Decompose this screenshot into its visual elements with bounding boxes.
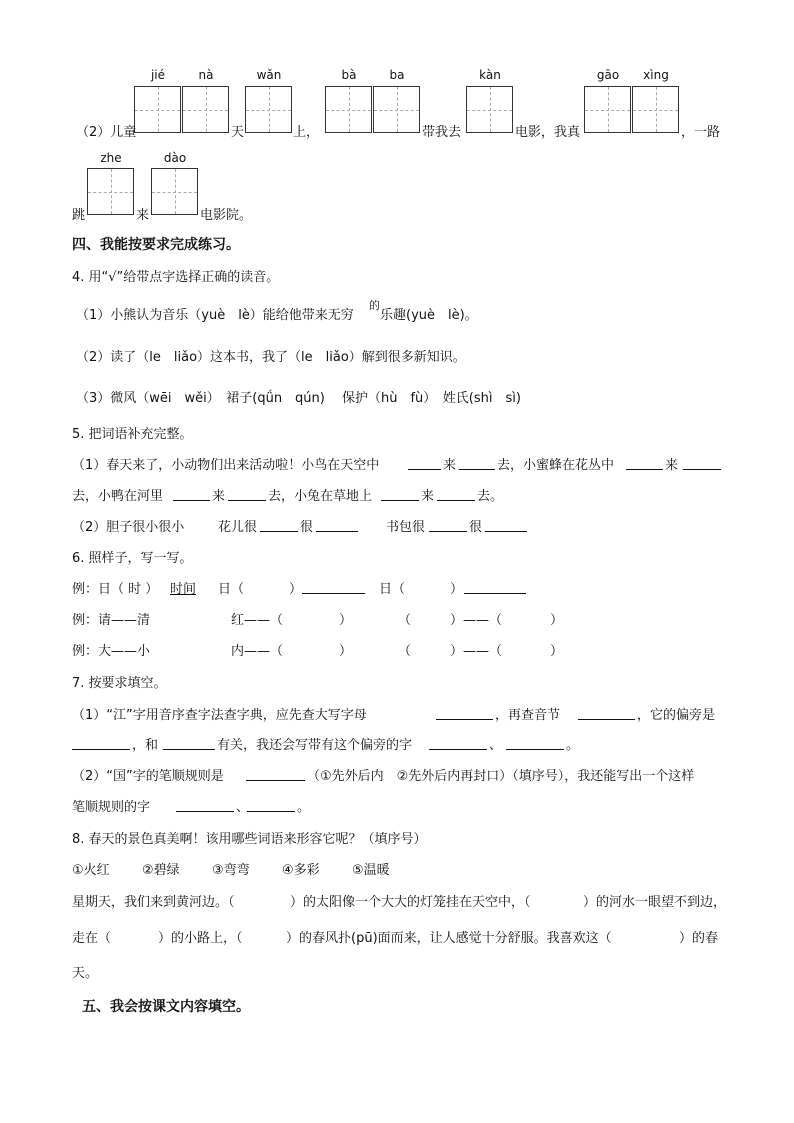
sentence-text: 跳 xyxy=(72,208,86,223)
example-text: 例：大——小 xyxy=(72,644,151,659)
paragraph-text: 走在（ xyxy=(72,931,112,946)
blank-line[interactable] xyxy=(408,469,441,470)
question-item: （2）读了（le liǎo）这本书，我了（le liǎo）解到很多新知识。 xyxy=(76,350,466,365)
question-text: 来 xyxy=(212,489,226,504)
blank-line[interactable] xyxy=(459,469,495,470)
question-text: 来 xyxy=(421,489,435,504)
blank-line[interactable] xyxy=(683,469,721,470)
blank-line[interactable] xyxy=(578,719,635,720)
section-heading: 四、我能按要求完成练习。 xyxy=(72,237,240,253)
example-text: 例：日（ 时 ） xyxy=(72,582,159,597)
blank-line[interactable] xyxy=(260,531,298,532)
question-text: （ xyxy=(398,644,412,659)
blank-line[interactable] xyxy=(173,500,210,501)
example-text: 例：请——清 xyxy=(72,613,151,628)
option-item: ④多彩 xyxy=(282,863,320,878)
question-text: ）——（ xyxy=(450,644,503,659)
option-item: ①火红 xyxy=(72,863,110,878)
sentence-text: 带我去 xyxy=(422,125,462,140)
tianzige-box[interactable] xyxy=(134,86,181,133)
question-text: 红——（ xyxy=(231,613,284,628)
question-item: 乐趣(yuè lè)。 xyxy=(380,308,478,323)
question-title: 4. 用“√”给带点字选择正确的读音。 xyxy=(72,270,280,285)
question-text: （2）胆子很小很小 xyxy=(72,520,185,535)
section-heading: 五、我会按课文内容填空。 xyxy=(82,999,250,1015)
question-text: 去，小兔在草地上 xyxy=(268,489,373,504)
question-text: ，它的偏旁是 xyxy=(637,708,716,723)
question-text: ） xyxy=(289,582,303,597)
blank-line[interactable] xyxy=(176,811,234,812)
question-text: （①先外后内 ②先外后内再封口）（填序号），我还能写出一个这样 xyxy=(307,769,695,784)
blank-line[interactable] xyxy=(302,593,365,594)
pinyin-label: ba xyxy=(389,68,405,82)
pinyin-label: dào xyxy=(163,151,187,165)
question-text: ） xyxy=(339,613,353,628)
paragraph-text: ）的河水一眼望不到边， xyxy=(583,895,727,910)
tianzige-box[interactable] xyxy=(373,86,420,133)
question-title: 5. 把词语补充完整。 xyxy=(72,427,193,442)
dotted-char: 的 xyxy=(369,299,380,312)
question-text: 很 xyxy=(469,520,483,535)
blank-line[interactable] xyxy=(247,811,295,812)
pinyin-label: jié xyxy=(150,68,166,82)
question-text: 书包很 xyxy=(386,520,426,535)
paragraph-text: ）的小路上，（ xyxy=(158,931,243,946)
question-text: （2）“国”字的笔顺规则是 xyxy=(72,769,224,784)
tianzige-box[interactable] xyxy=(584,86,631,133)
question-text: 。 xyxy=(297,800,311,815)
pinyin-label: nà xyxy=(198,68,214,82)
blank-line[interactable] xyxy=(429,749,487,750)
option-item: ⑤温暖 xyxy=(352,863,390,878)
blank-line[interactable] xyxy=(437,500,475,501)
sentence-text: 天 xyxy=(231,125,245,140)
pinyin-label: kàn xyxy=(479,68,501,82)
pinyin-label: gāo xyxy=(596,68,620,82)
sentence-text: ，一路 xyxy=(681,125,721,140)
tianzige-box[interactable] xyxy=(87,168,134,215)
option-item: ③弯弯 xyxy=(212,863,250,878)
tianzige-box[interactable] xyxy=(245,86,292,133)
blank-line[interactable] xyxy=(506,749,564,750)
question-title: 7. 按要求填空。 xyxy=(72,676,167,691)
tianzige-box[interactable] xyxy=(151,168,198,215)
blank-line[interactable] xyxy=(246,780,305,781)
question-item: （3）微风（wēi wěi） 裙子(qǘn qún) 保护（hù fù） 姓氏(shì sì) xyxy=(76,391,521,406)
pinyin-label: bà xyxy=(341,68,357,82)
paragraph-text: 星期天，我们来到黄河边。（ xyxy=(72,895,235,910)
question-text: ） xyxy=(450,582,464,597)
blank-line[interactable] xyxy=(485,531,527,532)
blank-line[interactable] xyxy=(163,749,215,750)
question-item: （1）小熊认为音乐（yuè lè）能给他带来无穷 xyxy=(76,308,354,323)
sentence-text: 电影，我真 xyxy=(515,125,581,140)
paragraph-text: ）的春 xyxy=(679,931,719,946)
question-text: ，再查音节 xyxy=(495,708,561,723)
pinyin-label: wǎn xyxy=(256,68,282,82)
blank-line[interactable] xyxy=(429,531,467,532)
pinyin-label: xìng xyxy=(643,68,669,82)
question-text: （1）春天来了，小动物们出来活动啦！小鸟在天空中 xyxy=(72,458,380,473)
question-text: 去，小蜜蜂在花丛中 xyxy=(497,458,615,473)
option-item: ②碧绿 xyxy=(142,863,180,878)
paragraph-text: 天。 xyxy=(72,966,99,981)
paragraph-text: ）的春风扑(pū)面而来，让人感觉十分舒服。我喜欢这（ xyxy=(286,931,612,946)
question-text: 有关，我还会写带有这个偏旁的字 xyxy=(217,738,413,753)
question-text: 来 xyxy=(443,458,457,473)
blank-line[interactable] xyxy=(316,531,358,532)
example-word: 时间 xyxy=(170,582,197,597)
question-text: 、 xyxy=(489,738,503,753)
tianzige-box[interactable] xyxy=(632,86,679,133)
question-text: ） xyxy=(339,644,353,659)
question-title: 6. 照样子，写一写。 xyxy=(72,551,193,566)
blank-line[interactable] xyxy=(626,469,663,470)
sentence-text: 来 xyxy=(136,208,150,223)
question-text: 去，小鸭在河里 xyxy=(72,489,164,504)
question-text: 花儿很 xyxy=(218,520,258,535)
question-text: ）——（ xyxy=(450,613,503,628)
question-text: 。 xyxy=(566,738,580,753)
question-text: 来 xyxy=(665,458,679,473)
question-text: 、 xyxy=(236,800,250,815)
question-text: （ xyxy=(398,613,412,628)
sentence-text: 上， xyxy=(293,125,320,140)
blank-line[interactable] xyxy=(436,719,493,720)
paragraph-text: ）的太阳像一个大大的灯笼挂在天空中，（ xyxy=(290,895,531,910)
tianzige-box[interactable] xyxy=(182,86,229,133)
blank-line[interactable] xyxy=(381,500,419,501)
pinyin-label: zhe xyxy=(100,151,122,165)
question-text: 日（ xyxy=(218,582,245,597)
question-text: ，和 xyxy=(132,738,159,753)
question-text: ） xyxy=(550,644,564,659)
question-text: 日（ xyxy=(379,582,406,597)
question-text: 内——（ xyxy=(231,644,284,659)
tianzige-box[interactable] xyxy=(466,86,513,133)
blank-line[interactable] xyxy=(228,500,266,501)
question-text: （1）“江”字用音序查字法查字典，应先查大写字母 xyxy=(72,708,367,723)
blank-line[interactable] xyxy=(72,749,130,750)
tianzige-box[interactable] xyxy=(325,86,372,133)
question-text: ） xyxy=(550,613,564,628)
sentence-text: 电影院。 xyxy=(200,208,253,223)
blank-line[interactable] xyxy=(464,593,526,594)
question-title: 8. 春天的景色真美啊！该用哪些词语来形容它呢？（填序号） xyxy=(72,832,427,847)
question-text: 笔顺规则的字 xyxy=(72,800,151,815)
sentence-text: （2）儿童 xyxy=(76,125,137,140)
question-text: 去。 xyxy=(477,489,504,504)
question-text: 很 xyxy=(300,520,314,535)
